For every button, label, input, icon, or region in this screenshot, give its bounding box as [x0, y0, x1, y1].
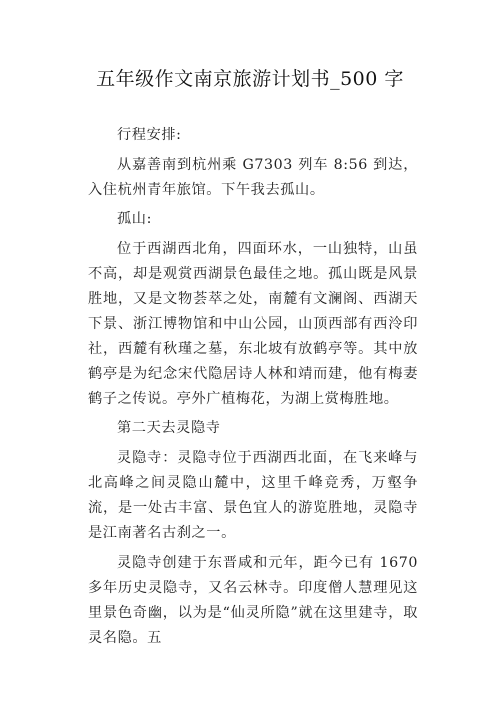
paragraph-lingyin-history: 灵隐寺创建于东晋咸和元年，距今已有 1670 多年历史灵隐寺，又名云林寺。印度僧人慧理见这里景色奇幽，以为是“仙灵所隐”就在这里建寺，取灵名隐。五	[88, 554, 418, 646]
paragraph-lingyin-description: 灵隐寺：灵隐寺位于西湖西北面，在飞来峰与北高峰之间灵隐山麓中，这里千峰竞秀，万壑争流，是一处古丰富、景色宜人的游览胜地，灵隐寺是江南著名古刹之一。	[88, 449, 418, 541]
paragraph-itinerary-heading: 行程安排:	[117, 127, 182, 143]
paragraph-day-two-heading: 第二天去灵隐寺	[117, 420, 221, 437]
document-title: 五年级作文南京旅游计划书_500 字	[96, 68, 404, 90]
paragraph-train-arrival: 从嘉善南到杭州乘 G7303 列车 8:56 到达，入住杭州青年旅馆。下午我去孤山。	[88, 156, 418, 198]
paragraph-gushan-heading: 孤山:	[117, 211, 152, 228]
paragraph-gushan-description: 位于西湖西北角，四面环水，一山独特，山虽不高，却是观赏西湖景色最佳之地。孤山既是风景胜地，又是文物荟萃之处，南麓有文澜阁、西湖天下景、浙江博物馆和中山公园，山顶西部有西泠印社，西麓有秋瑾之墓，东北坡有放鹤亭等。其中放鹤亭是为纪念宋代隐居诗人林和靖而建，他有梅妻鹤子之传说。亭外广植梅花，为湖上赏梅胜地。	[88, 240, 418, 407]
document-body	[88, 123, 418, 655]
